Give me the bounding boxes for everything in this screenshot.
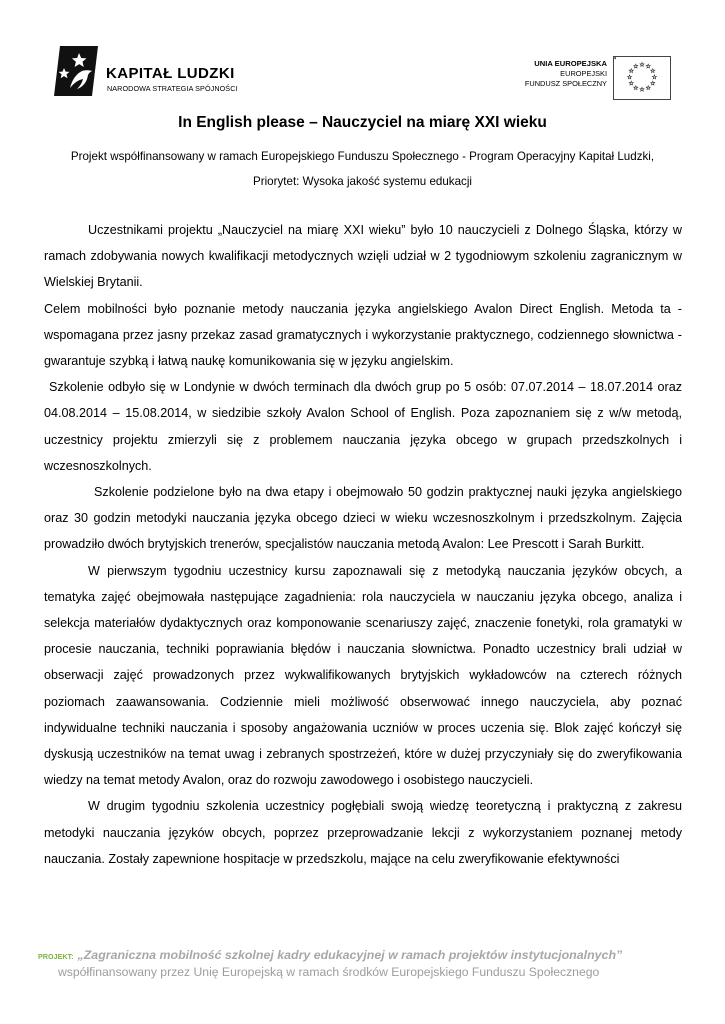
eu-logo-text (525, 59, 607, 89)
kapital-ludzki-logo (52, 44, 252, 104)
kapital-ludzki-subtitle: NARODOWA STRATEGIA SPÓJNOŚCI (107, 84, 238, 93)
paragraph-training-stages: Szkolenie podzielone było na dwa etapy i obejmowało 50 godzin praktycznej nauki języka angielskiego oraz 30 godzin metodyki nauczania języka obcego dzieci w wieku wczesnoszkolnym i przedszkolnym. Zajęcia prowadziło dwóch brytyjskich trenerów, specjalistów nauczania metodą Avalon: Lee Prescott i Sarah Burkitt. (44, 485, 682, 552)
paragraph-mobility-goal: Celem mobilności było poznanie metody nauczania języka angielskiego Avalon Direct English. Metoda ta - wspomagana przez jasny przekaz zasad gramatycznych i wykorzystanie praktycznego, codziennego słownictwa - gwarantuje szybką i łatwą naukę komunikowania się w języku angielskim. (44, 301, 682, 369)
kapital-ludzki-emblem-icon (52, 44, 100, 98)
page-header (0, 0, 725, 110)
paragraph-first-week: W pierwszym tygodniu uczestnicy kursu zapoznawali się z metodyką nauczania języków obcych, a tematyka zajęć obejmowała następujące zagadnienia: rola nauczyciela w nauczaniu języka obcego, analiza i selekcja materiałów dydaktycznych oraz komponowanie scenariuszy zajęć, znaczenie fonetyki, rola gramatyki w procesie nauczania, techniki poprawiania błędów i nauczania słownictwa. Ponadto uczestnicy brali udział w obserwacji zajęć prowadzonych przez wykwalifikowanych brytyjskich wykładowców na czterech różnych poziomach zaawansowania. Codziennie mieli możliwość obserwować innego nauczyciela, aby poznać indywidualne techniki nauczania i sposoby angażowania uczniów w proces uczenia się. Blok zajęć kończył się dyskusją uczestników na temat uwag i zebranych spostrzeżeń, które w dużej przyczyniały się do zweryfikowania wiedzy na temat metody Avalon, oraz do rozwoju zawodowego i osobistego nauczycieli. (44, 563, 682, 788)
kapital-ludzki-title: KAPITAŁ LUDZKI (106, 65, 235, 82)
eu-flag-icon (613, 56, 671, 100)
footer-project-name: „Zagraniczna mobilność szkolnej kadry edukacyjnej w ramach projektów instytucjonalnych” (77, 948, 623, 962)
footer-project-label: PROJEKT: (38, 952, 74, 961)
footer-project-line (38, 948, 622, 962)
page-footer (36, 944, 696, 984)
document-subtitle-line1: Projekt współfinansowany w ramach Europejskiego Funduszu Społecznego - Program Operacyjny Kapitał Ludzki, (70, 150, 655, 163)
footer-funding-line: współfinansowany przez Unię Europejską w ramach środków Europejskiego Funduszu Społecznego (58, 965, 600, 979)
paragraph-second-week: W drugim tygodniu szkolenia uczestnicy pogłębiali swoją wiedzę teoretyczną i praktyczną z zakresu metodyki nauczania języków obcych, poprzez przeprowadzanie lekcji z wykorzystaniem poznanej metody nauczania. Zostały zapewnione hospitacje w przedszkolu, mające na celu zweryfikowanie efektywności (44, 799, 682, 866)
paragraph-training-dates: Szkolenie odbyło się w Londynie w dwóch terminach dla dwóch grup po 5 osób: 07.07.2014 – 18.07.2014 oraz 04.08.2014 – 15.08.2014, w siedzibie szkoły Avalon School of English. Poza zapoznaniem się z w/w metodą, uczestnicy projektu zmierzyli się z problemem nauczania języka obcego w grupach przedszkolnych i wczesnoszkolnych. (44, 380, 682, 473)
document-body (44, 217, 682, 872)
eu-logo-line1: UNIA EUROPEJSKA (534, 59, 607, 68)
document-title: In English please – Nauczyciel na miarę XXI wieku (178, 114, 547, 131)
document-subtitle-line2: Priorytet: Wysoka jakość systemu edukacji (253, 175, 472, 188)
eu-logo-line3: FUNDUSZ SPOŁECZNY (524, 79, 607, 88)
paragraph-participants: Uczestnikami projektu „Nauczyciel na miarę XXI wieku” było 10 nauczycieli z Dolnego Śląska, którzy w ramach zdobywania nowych kwalifikacji metodycznych wzięli udział w 2 tygodniowym szkoleniu zagranicznym w Wielskiej Brytanii. (44, 223, 682, 290)
eu-logo-line2: EUROPEJSKI (560, 69, 607, 78)
